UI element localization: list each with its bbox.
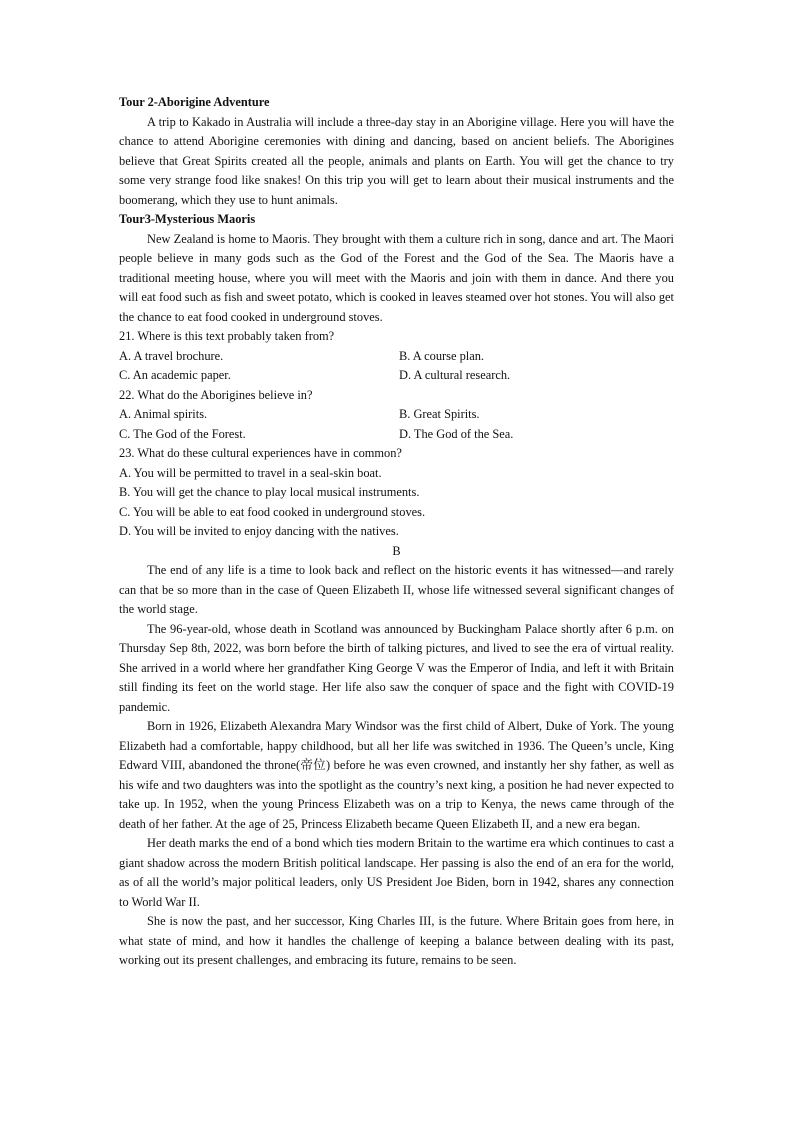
question-21 (119, 327, 674, 386)
question-21-stem: 21. Where is this text probably taken from? (119, 329, 335, 343)
tour3-heading: Tour3-Mysterious Maoris (119, 212, 256, 226)
question-23-option-c: C. You will be able to eat food cooked in underground stoves. (119, 504, 426, 519)
question-23-option-b: B. You will get the chance to play local musical instruments. (119, 485, 420, 499)
question-22-option-c: C. The God of the Forest. (119, 426, 246, 441)
section-b-paragraph-2: The 96-year-old, whose death in Scotland was announced by Buckingham Palace shortly after 6 p.m. on Thursday Sep 8th, 2022, was born before the birth of talking pictures, and lived to see the era of virtual reality. She arrived in a world where her grandfather King George V was the Emperor of India, and left it with Britain still finding its feet on the world stage. Her life also saw the conquer of space and the fight with COVID-19 pandemic. (119, 621, 674, 714)
question-23-option-d: D. You will be invited to enjoy dancing with the natives. (119, 524, 399, 538)
question-21-options (119, 347, 674, 386)
document-page (119, 93, 674, 971)
section-b-paragraph-4: Her death marks the end of a bond which ties modern Britain to the wartime era which continues to cast a giant shadow across the modern British political landscape. Her passing is also the end of an era for the world, as of all the world’s major political leaders, only US President Joe Biden, born in 1942, shares any connection to World War II. (119, 836, 674, 909)
question-22 (119, 386, 674, 445)
question-21-option-d: D. A cultural research. (399, 368, 511, 382)
question-22-option-a: A. Animal spirits. (119, 407, 208, 421)
tour2-paragraph: A trip to Kakado in Australia will include a three-day stay in an Aborigine village. Here you will have the chance to attend Aborigine ceremonies with dining and dancing, based on ancient beliefs. The Aborigines believe that Great Spirits created all the people, animals and plants on Earth. You will get the chance to try some very strange food like snakes! On this trip you will get to learn about their musical instruments and the boomerang, which they use to hunt animals. (119, 114, 674, 207)
question-23-options (119, 464, 674, 542)
section-b-label: B (392, 543, 401, 558)
question-23 (119, 444, 674, 542)
tour3-paragraph: New Zealand is home to Maoris. They brought with them a culture rich in song, dance and art. The Maori people believe in many gods such as the God of the Forest and the God of the Sea. The Maoris have a traditional meeting house, where you will meet with the Maoris and join with them in dance. And there you will eat food such as fish and sweet potato, which is cooked in leaves steamed over hot stones. You will also get the chance to eat food cooked in underground stoves. (119, 231, 674, 324)
question-23-option-a: A. You will be permitted to travel in a seal-skin boat. (119, 465, 382, 480)
question-22-option-b: B. Great Spirits. (399, 407, 480, 421)
section-b-paragraph-3: Born in 1926, Elizabeth Alexandra Mary Windsor was the first child of Albert, Duke of York. The young Elizabeth had a comfortable, happy childhood, but all her life was switched in 1936. The Queen’s uncle, King Edward VIII, abandoned the throne(帝位) before he was even crowned, and instantly her shy father, as well as his wife and two daughters was into the spotlight as the country’s next king, a position he had never expected to take up. In 1952, when the young Princess Elizabeth was on a trip to Kenya, the news came through of the death of her father. At the age of 25, Princess Elizabeth became Queen Elizabeth II, and a new era began. (119, 719, 674, 831)
question-22-option-d: D. The God of the Sea. (399, 426, 514, 441)
question-22-options (119, 405, 674, 444)
question-21-option-b: B. A course plan. (399, 348, 485, 363)
section-b-paragraph-5: She is now the past, and her successor, King Charles III, is the future. Where Britain goes from here, in what state of mind, and how it handles the challenge of keeping a balance between dealing with its past, working out its present challenges, and embracing its future, remains to be seen. (119, 914, 674, 967)
tour2-heading: Tour 2-Aborigine Adventure (119, 95, 270, 109)
question-21-option-a: A. A travel brochure. (119, 348, 224, 363)
question-21-option-c: C. An academic paper. (119, 368, 231, 382)
question-23-stem: 23. What do these cultural experiences have in common? (119, 446, 402, 460)
question-22-stem: 22. What do the Aborigines believe in? (119, 387, 313, 402)
section-b-paragraph-1: The end of any life is a time to look back and reflect on the historic events it has witnessed—and rarely can that be so more than in the case of Queen Elizabeth II, whose life witnessed several significant changes of the world stage. (119, 563, 674, 616)
